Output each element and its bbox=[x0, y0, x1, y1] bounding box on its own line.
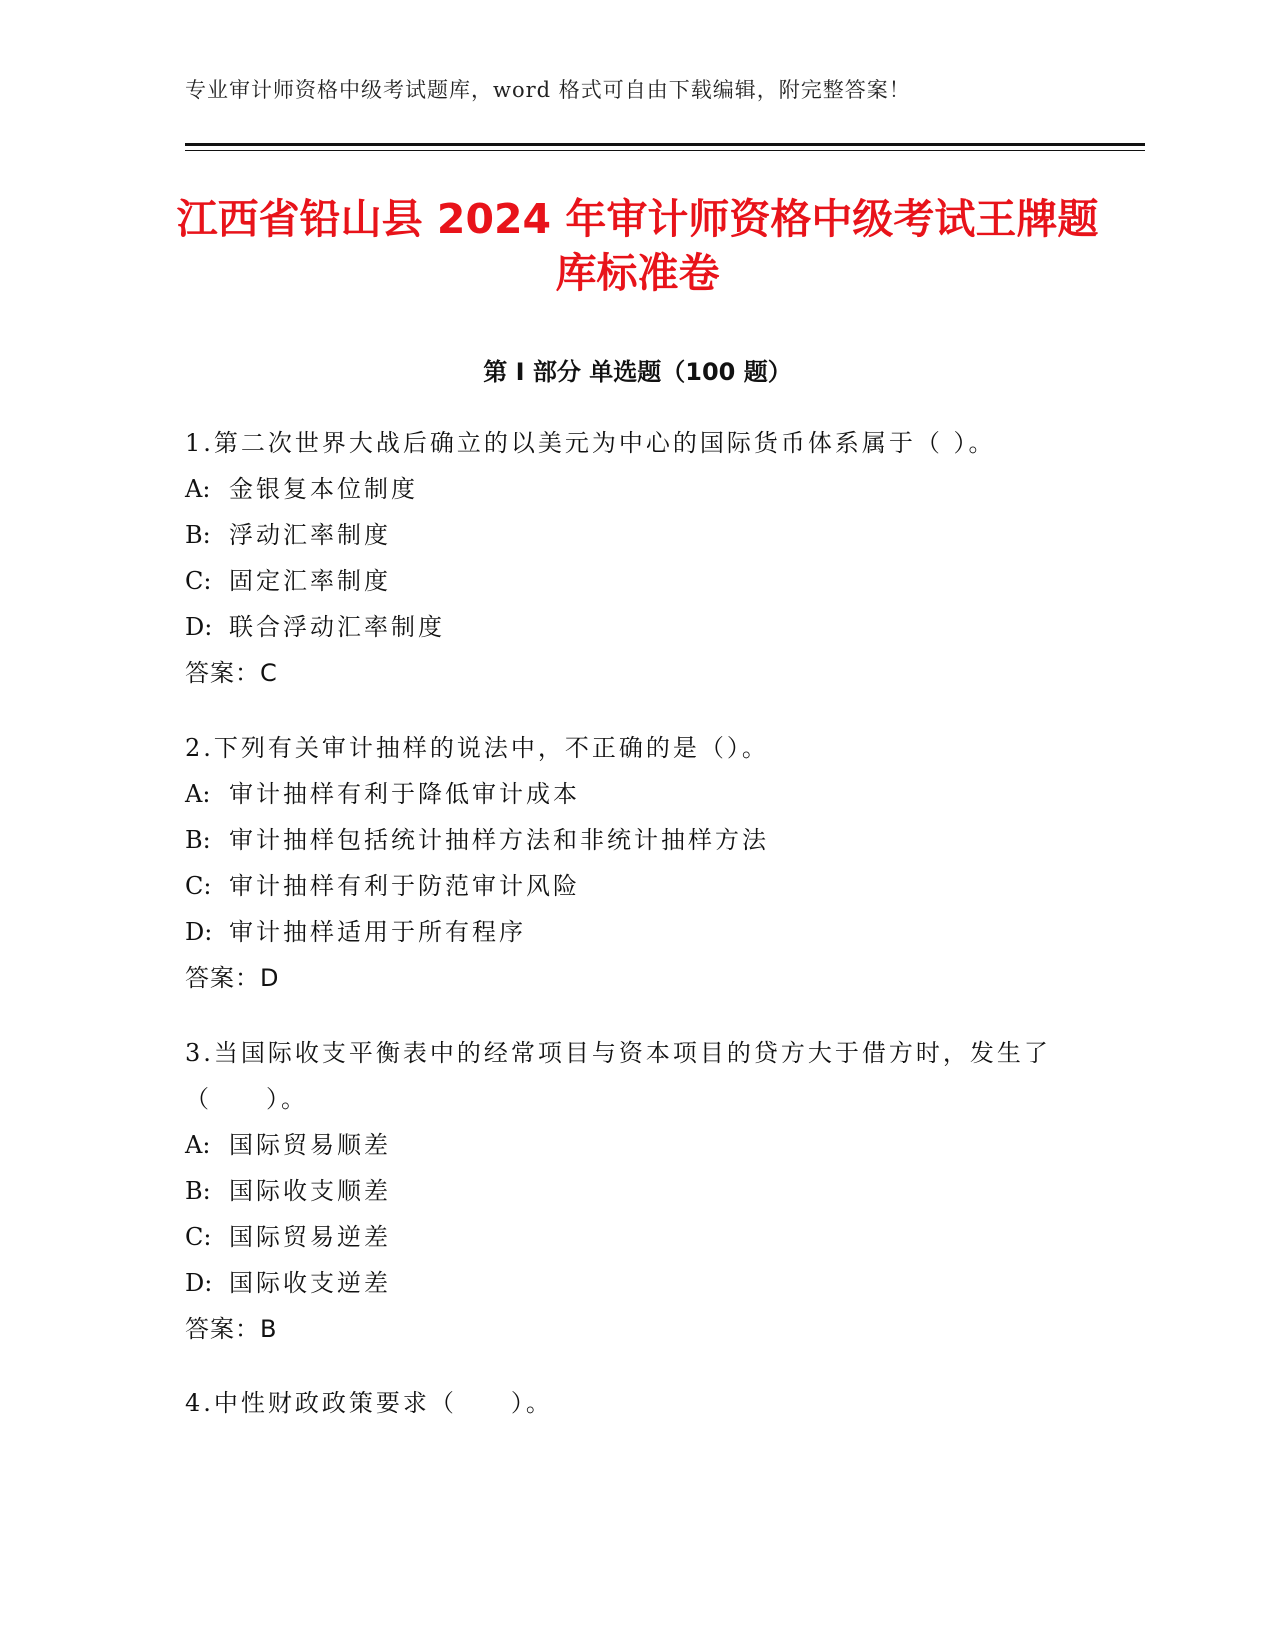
option-a bbox=[185, 466, 1085, 512]
option-letter: D: bbox=[185, 1269, 213, 1297]
option-b bbox=[185, 817, 1085, 863]
option-a bbox=[185, 1122, 1085, 1168]
option-letter: C: bbox=[185, 1223, 212, 1251]
option-a bbox=[185, 771, 1085, 817]
option-c bbox=[185, 863, 1085, 909]
option-d bbox=[185, 604, 1085, 650]
option-text: 浮动汇率制度 bbox=[229, 521, 391, 549]
option-text: 审计抽样包括统计抽样方法和非统计抽样方法 bbox=[229, 826, 769, 854]
option-text: 联合浮动汇率制度 bbox=[229, 613, 445, 641]
option-letter: A: bbox=[185, 475, 211, 503]
option-d bbox=[185, 909, 1085, 955]
option-letter: A: bbox=[185, 780, 211, 808]
option-d bbox=[185, 1260, 1085, 1306]
option-b bbox=[185, 512, 1085, 558]
option-letter: B: bbox=[185, 521, 211, 549]
question-stem: 3.当国际收支平衡表中的经常项目与资本项目的贷方大于借方时，发生了（ ）。 bbox=[185, 1039, 1051, 1113]
option-text: 国际收支顺差 bbox=[229, 1177, 391, 1205]
question-2 bbox=[185, 725, 1085, 1001]
option-text: 审计抽样适用于所有程序 bbox=[229, 918, 526, 946]
header-rule-thin bbox=[185, 150, 1145, 151]
option-letter: A: bbox=[185, 1131, 211, 1159]
option-letter: C: bbox=[185, 567, 212, 595]
option-letter: D: bbox=[185, 918, 213, 946]
option-text: 国际贸易顺差 bbox=[229, 1131, 391, 1159]
option-letter: C: bbox=[185, 872, 212, 900]
question-4 bbox=[185, 1380, 1085, 1426]
option-text: 国际贸易逆差 bbox=[229, 1223, 391, 1251]
answer-line: 答案：C bbox=[185, 659, 278, 687]
option-c bbox=[185, 558, 1085, 604]
option-text: 审计抽样有利于降低审计成本 bbox=[229, 780, 580, 808]
option-text: 国际收支逆差 bbox=[229, 1269, 391, 1297]
question-stem: 2.下列有关审计抽样的说法中，不正确的是（）。 bbox=[185, 734, 769, 762]
document-title: 江西省铅山县 2024 年审计师资格中级考试王牌题库标准卷 bbox=[176, 195, 1099, 297]
header-note: 专业审计师资格中级考试题库，word 格式可自由下载编辑，附完整答案！ bbox=[185, 78, 911, 102]
section-title: 第 I 部分 单选题（100 题） bbox=[483, 358, 792, 386]
option-letter: B: bbox=[185, 1177, 211, 1205]
header-rule-thick bbox=[185, 143, 1145, 146]
question-1 bbox=[185, 420, 1085, 696]
answer-line: 答案：D bbox=[185, 964, 280, 992]
option-letter: D: bbox=[185, 613, 213, 641]
option-letter: B: bbox=[185, 826, 211, 854]
question-3 bbox=[185, 1030, 1085, 1352]
question-stem: 1.第二次世界大战后确立的以美元为中心的国际货币体系属于（ ）。 bbox=[185, 429, 996, 457]
option-c bbox=[185, 1214, 1085, 1260]
option-b bbox=[185, 1168, 1085, 1214]
option-text: 固定汇率制度 bbox=[229, 567, 391, 595]
option-text: 审计抽样有利于防范审计风险 bbox=[229, 872, 580, 900]
question-stem: 4.中性财政政策要求（ ）。 bbox=[185, 1389, 553, 1417]
answer-line: 答案：B bbox=[185, 1315, 278, 1343]
option-text: 金银复本位制度 bbox=[229, 475, 418, 503]
